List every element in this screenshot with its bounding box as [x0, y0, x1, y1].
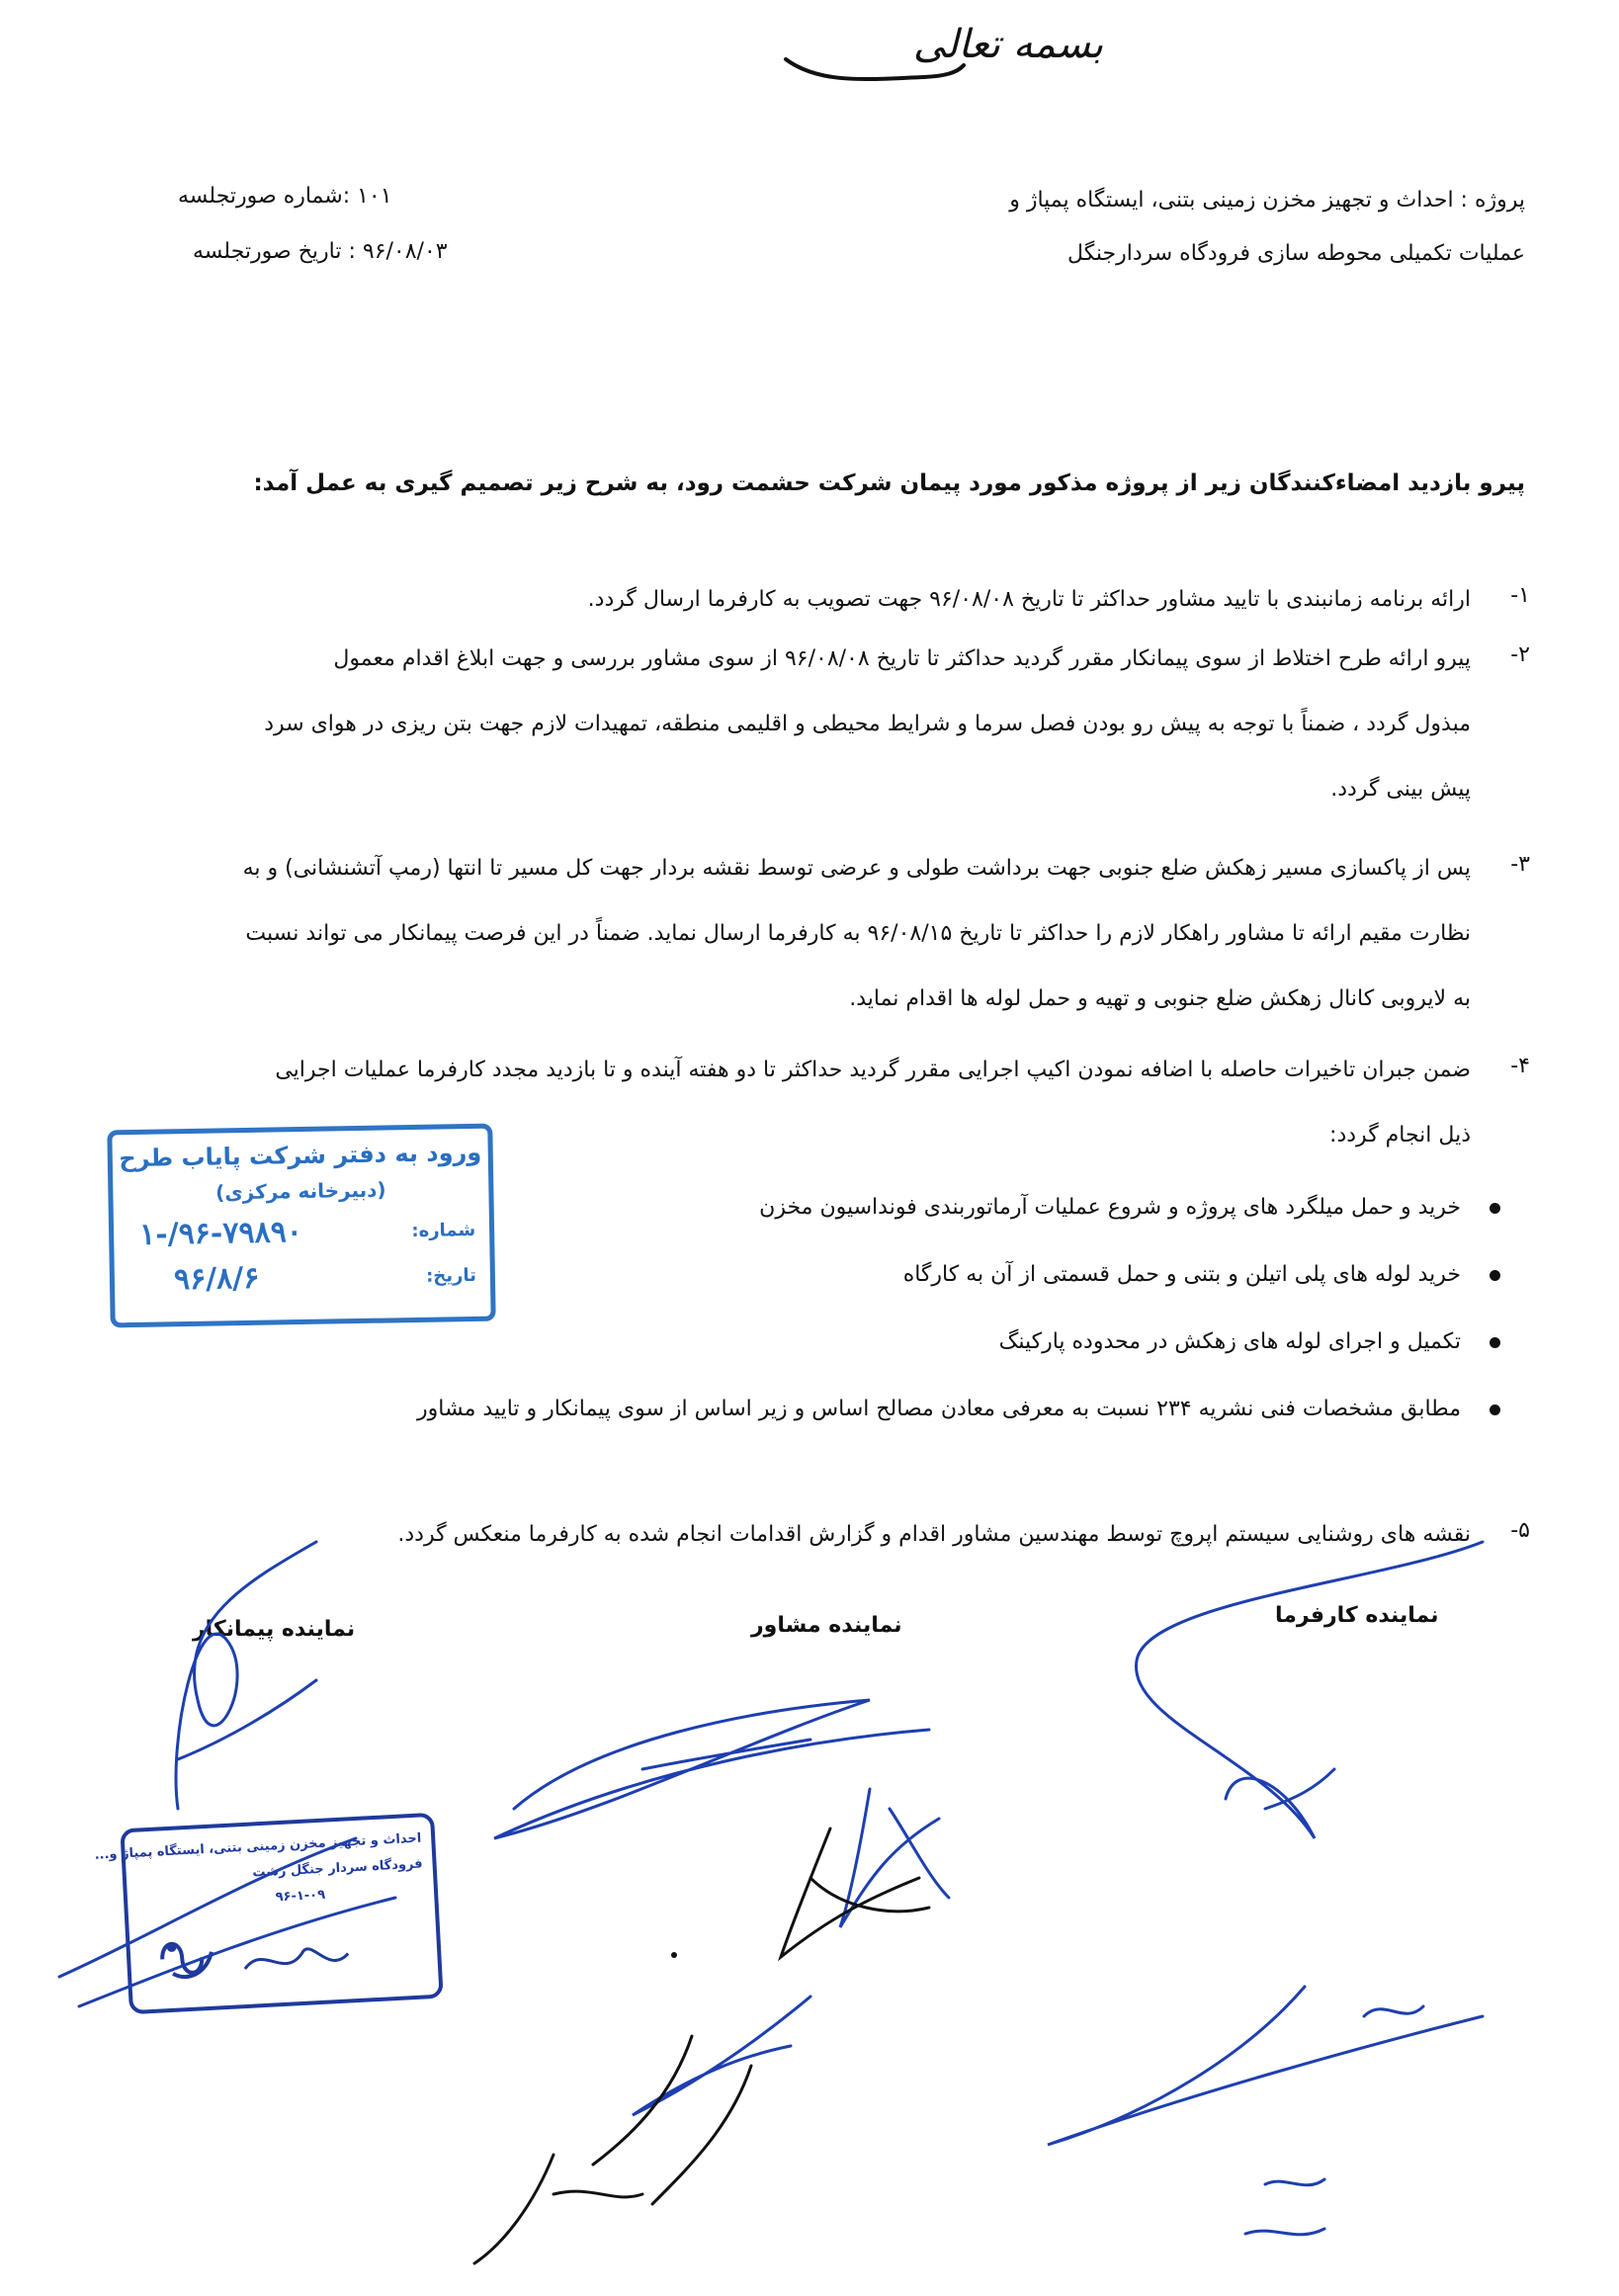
bullet-icon	[1490, 1203, 1500, 1214]
contractor-representative-label: نماینده پیمانکار	[193, 1617, 356, 1642]
stamp-line: ۹۶-۱-۰۹	[275, 1887, 326, 1906]
list-item-text: مطابق مشخصات فنی نشریه ۲۳۴ نسبت به معرفی معادن مصالح اساس و زیر اساس از سوی پیمانکار و تایید مشاور	[417, 1397, 1461, 1421]
stamp-line: احداث و تجهیز مخزن زمینی بتنی، ایستگاه پمپاژ و...	[94, 1830, 422, 1863]
item-line: پس از پاکسازی مسیر زهکش ضلع جنوبی جهت برداشت طولی و عرضی توسط نقشه بردار جهت کل مسیر تا انتها (رمپ آتشنشانی) و به	[242, 856, 1471, 881]
item-line: ارائه برنامه زمانبندی با تایید مشاور حداکثر تا تاریخ ۹۶/۰۸/۰۸ جهت تصویب به کارفرما ارسال گردد.	[587, 587, 1471, 612]
employer-signature	[1136, 1542, 1483, 1838]
item-line: ضمن جبران تاخیرات حاصله با اضافه نمودن اکیپ اجرایی مقرر گردید حداکثر تا دو هفته آینده و تا بازدید مجدد کارفرما عملیات اجرایی	[275, 1058, 1471, 1082]
project-title-line1: پروژه : احداث و تجهیز مخزن زمینی بتنی، ایستگاه پمپاژ و	[1009, 188, 1525, 213]
session-number: ۱۰۱ :شماره صورتجلسه	[178, 184, 392, 209]
item-line: به لایروبی کانال زهکش ضلع جنوبی و تهیه و حمل لوله ها اقدام نماید.	[849, 986, 1471, 1011]
consultant-representative-label: نماینده مشاور	[751, 1613, 902, 1638]
item-line: پیرو ارائه طرح اختلاط از سوی پیمانکار مقرر گردید حداکثر تا تاریخ ۹۶/۰۸/۰۸ از سوی مشاور بررسی و جهت ابلاغ اقدام معمول	[333, 646, 1471, 671]
consultant-signature	[494, 1700, 929, 1838]
item-line: نظارت مقیم ارائه تا مشاور راهکار لازم را حداکثر تا تاریخ ۹۶/۰۸/۱۵ به کارفرما ارسال نماید. ضمناً در این فرصت پیمانکار می تواند نسبت	[245, 921, 1471, 946]
stamp-subtitle: (دبیرخانه مرکزی)	[214, 1177, 386, 1205]
item-number: -۵	[1510, 1518, 1530, 1543]
project-title-line2: عملیات تکمیلی محوطه سازی فرودگاه سردارجنگل	[1067, 241, 1525, 266]
handwritten-heading	[692, 8, 1166, 107]
bullet-icon	[1490, 1404, 1500, 1415]
item-line: مبذول گردد ، ضمناً با توجه به پیش رو بودن فصل سرما و شرایط محیطی و اقلیمی منطقه، تمهیدات لازم جهت بتن ریزی در هوای سرد	[264, 712, 1471, 736]
session-date: ۹۶/۰۸/۰۳ : تاریخ صورتجلسه	[193, 239, 448, 264]
contractor-company-stamp	[94, 1813, 443, 2014]
list-item-text: خرید و حمل میلگرد های پروژه و شروع عملیات آرماتوربندی فونداسیون مخزن	[759, 1195, 1461, 1220]
intro-paragraph: پیرو بازدید امضاءکنندگان زیر از پروژه مذکور مورد پیمان شرکت حشمت رود، به شرح زیر تصمیم گیری به عمل آمد:	[253, 470, 1525, 496]
stamp-number-label: شماره:	[411, 1219, 476, 1242]
stamp-line: فرودگاه سردار جنگل رشت	[252, 1856, 423, 1881]
item-line: نقشه های روشنایی سیستم اپروچ توسط مهندسین مشاور اقدام و گزارش اقدامات انجام شده به کارفرما منعکس گردد.	[397, 1522, 1471, 1547]
stamp-signature-scribble	[238, 1933, 359, 1989]
item-number: -۳	[1510, 852, 1530, 877]
item-number: -۱	[1510, 583, 1530, 608]
company-logo-icon	[151, 1926, 223, 1990]
receipt-stamp	[107, 1124, 495, 1328]
bullet-icon	[1490, 1337, 1500, 1348]
item-number: -۲	[1510, 642, 1530, 667]
item-line: پیش بینی گردد.	[1330, 777, 1471, 802]
list-item	[136, 1393, 1500, 1460]
list-item	[136, 1325, 1500, 1393]
stamp-date-value: ۹۶/۸/۶	[173, 1260, 260, 1298]
stamp-number-value: ۱-/۹۶-۷۹۸۹۰	[138, 1214, 303, 1252]
stamp-date-label: تاریخ:	[425, 1264, 477, 1287]
list-item-text: تکمیل و اجرای لوله های زهکش در محدوده پارکینگ	[998, 1329, 1461, 1354]
stamp-title: ورود به دفتر شرکت پایاب طرح	[119, 1138, 482, 1173]
item-line: ذیل انجام گردد:	[1329, 1123, 1471, 1148]
item-number: -۴	[1510, 1054, 1530, 1078]
employer-representative-label: نماینده کارفرما	[1275, 1603, 1439, 1628]
heading-text: بسمه تعالی	[912, 22, 1104, 67]
bullet-icon	[1490, 1270, 1500, 1281]
list-item-text: خرید لوله های پلی اتیلن و بتنی و حمل قسمتی از آن به کارگاه	[902, 1262, 1461, 1287]
